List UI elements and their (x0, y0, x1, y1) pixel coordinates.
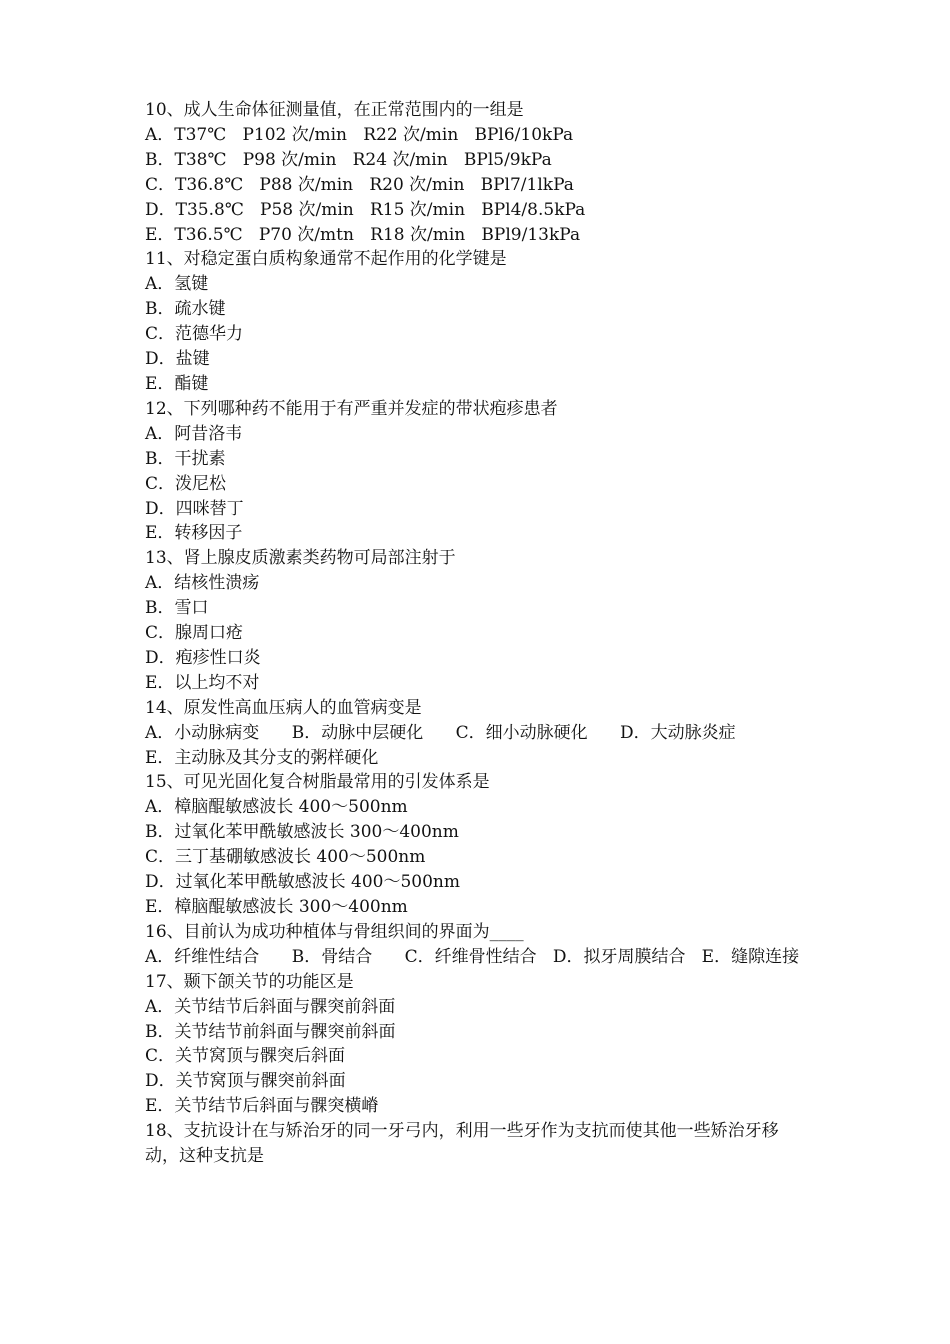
question-13-title: 13、肾上腺皮质激素类药物可局部注射于 (145, 548, 456, 569)
option-10-d: D．T35.8℃ P58 次/min R15 次/min BPl4/8.5kPa (145, 199, 586, 220)
options-16: A．纤维性结合 B．骨结合 C．纤维骨性结合 D．拟牙周膜结合 E．缝隙连接 (145, 946, 800, 967)
option-15-d: D．过氧化苯甲酰敏感波长 400～500nm (145, 872, 460, 893)
question-12-title: 12、下列哪种药不能用于有严重并发症的带状疱疹患者 (145, 398, 558, 419)
option-13-c: C．腺周口疮 (145, 623, 244, 644)
option-12-a: A．阿昔洛韦 (145, 423, 243, 444)
option-17-a: A．关节结节后斜面与髁突前斜面 (145, 996, 396, 1017)
option-12-b: B．干扰素 (145, 448, 226, 469)
option-13-e: E．以上均不对 (145, 672, 260, 693)
option-13-a: A．结核性溃疡 (145, 573, 260, 594)
question-18-title: 18、支抗设计在与矫治牙的同一牙弓内，利用一些牙作为支抗而使其他一些矫治牙移动，这种支抗是 (145, 1121, 779, 1167)
question-10-title: 10、成人生命体征测量值，在正常范围内的一组是 (145, 100, 524, 120)
option-13-b: B．雪口 (145, 598, 209, 619)
option-12-d: D．四咪替丁 (145, 498, 244, 519)
option-10-a: A．T37℃ P102 次/min R22 次/min BPl6/10kPa (145, 124, 574, 145)
option-12-c: C．泼尼松 (145, 473, 227, 494)
option-10-c: C．T36.8℃ P88 次/min R20 次/min BPl7/1lkPa (145, 174, 574, 195)
option-11-d: D．盐键 (145, 349, 210, 370)
option-14-a-to-d: A．小动脉病变 B．动脉中层硬化 C．细小动脉硬化 D．大动脉炎症 (145, 722, 736, 743)
option-10-e: E．T36.5℃ P70 次/mtn R18 次/min BPl9/13kPa (145, 224, 581, 245)
question-15-title: 15、可见光固化复合树脂最常用的引发体系是 (145, 772, 490, 793)
question-16-title: 16、目前认为成功种植体与骨组织间的界面为____ (145, 921, 524, 942)
option-15-b: B．过氧化苯甲酰敏感波长 300～400nm (145, 822, 459, 843)
question-14-title: 14、原发性高血压病人的血管病变是 (145, 697, 422, 718)
option-15-c: C．三丁基硼敏感波长 400～500nm (145, 847, 426, 868)
option-17-d: D．关节窝顶与髁突前斜面 (145, 1071, 346, 1092)
option-12-e: E．转移因子 (145, 523, 243, 544)
option-11-b: B．疏水键 (145, 299, 226, 320)
option-17-b: B．关节结节前斜面与髁突前斜面 (145, 1021, 396, 1042)
question-11-title: 11、对稳定蛋白质构象通常不起作用的化学键是 (145, 249, 507, 270)
option-10-b: B．T38℃ P98 次/min R24 次/min BPl5/9kPa (145, 149, 552, 170)
option-11-c: C．范德华力 (145, 324, 244, 345)
option-14-e: E．主动脉及其分支的粥样硬化 (145, 747, 379, 768)
option-17-e: E．关节结节后斜面与髁突横嵴 (145, 1096, 379, 1117)
option-11-a: A．氢键 (145, 274, 209, 295)
option-17-c: C．关节窝顶与髁突后斜面 (145, 1046, 346, 1067)
option-11-e: E．酯键 (145, 373, 209, 394)
option-13-d: D．疱疹性口炎 (145, 647, 261, 668)
option-15-a: A．樟脑醌敏感波长 400～500nm (145, 797, 408, 818)
question-17-title: 17、颞下颌关节的功能区是 (145, 971, 354, 992)
document-page (145, 98, 810, 1169)
option-15-e: E．樟脑醌敏感波长 300～400nm (145, 897, 408, 917)
